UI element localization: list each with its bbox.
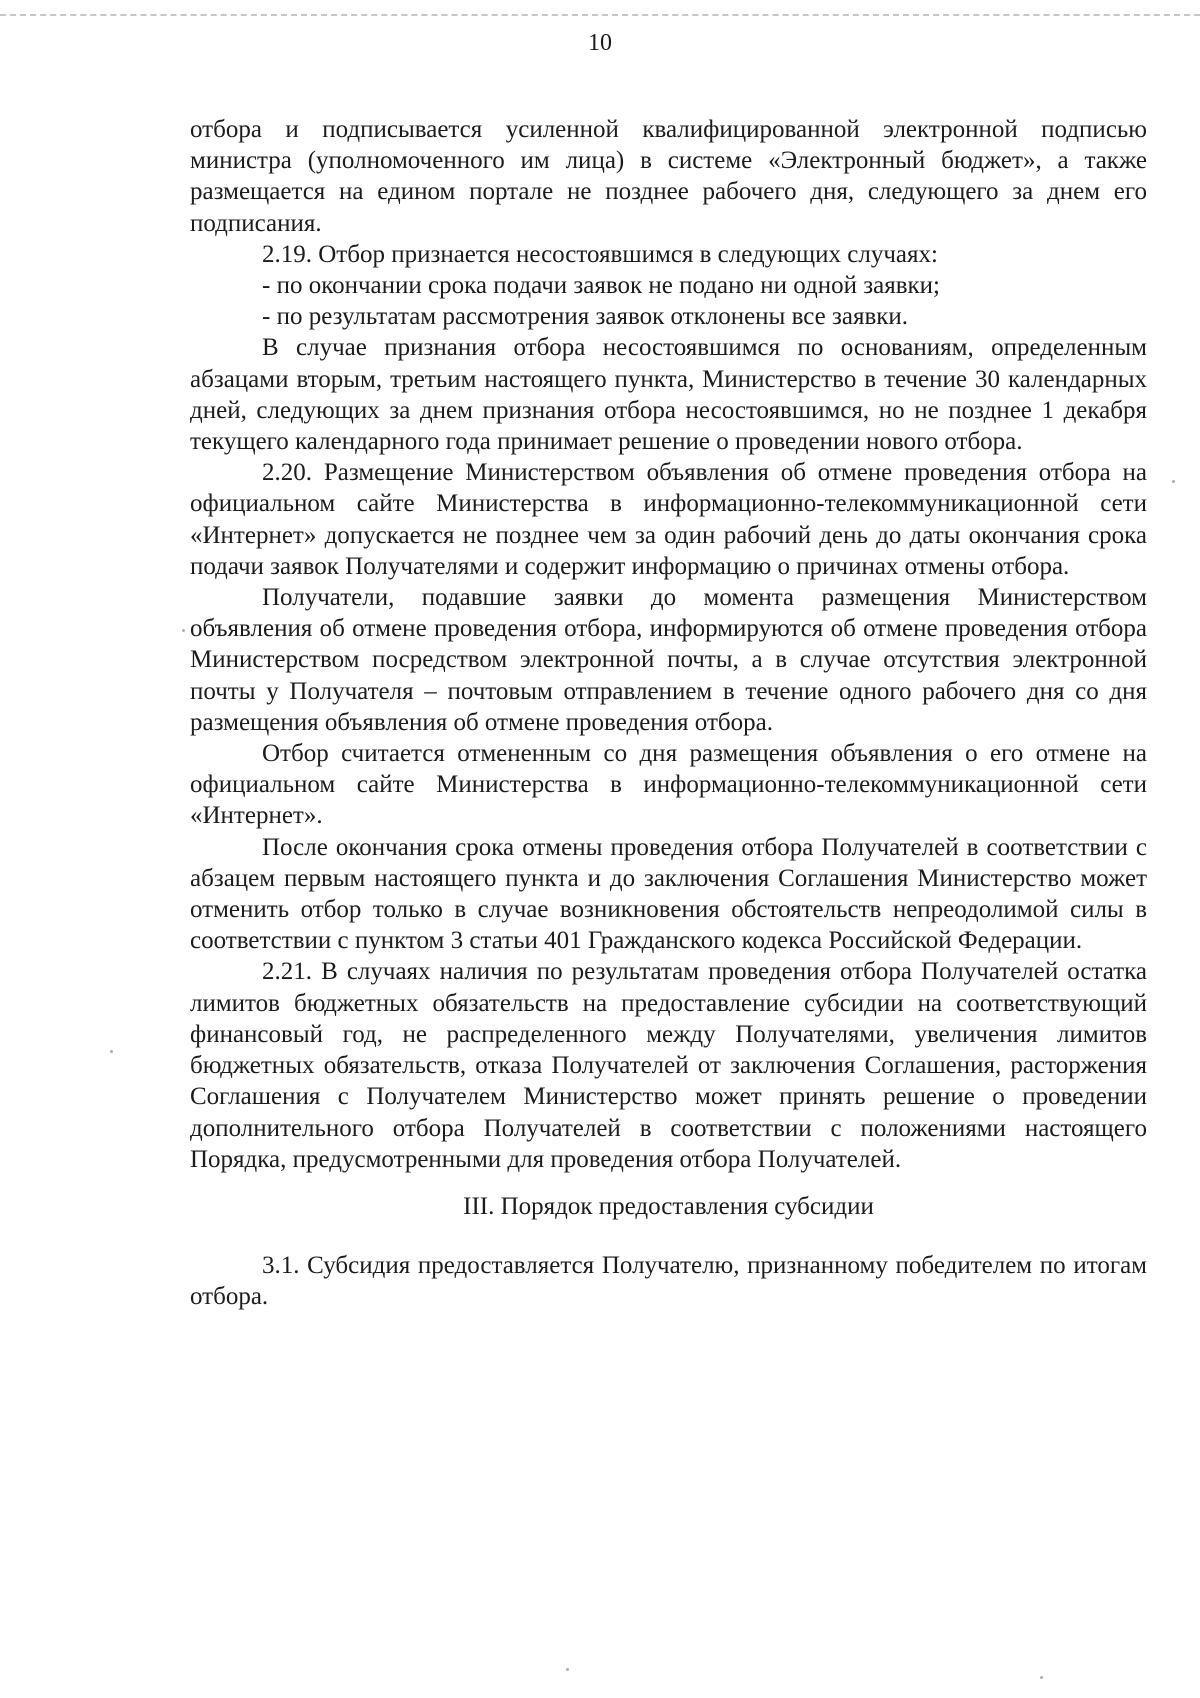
list-item-all-rejected: - по результатам рассмотрения заявок отклонены все заявки.: [262, 303, 909, 331]
paragraph-3-1: 3.1. Субсидия предоставляется Получателю, признанному победителем по итогам отбора.: [190, 1252, 1147, 1311]
scan-speck: [1172, 480, 1175, 483]
list-item-no-applications: - по окончании срока подачи заявок не подано ни одной заявки;: [262, 272, 940, 300]
document-body: [190, 114, 1147, 1313]
scan-speck: [182, 629, 185, 632]
section-heading: III. Порядок предоставления субсидии: [463, 1192, 874, 1220]
page-number: 10: [588, 30, 612, 56]
scan-speck: [1040, 1676, 1043, 1679]
paragraph-failed-selection: В случае признания отбора несостоявшимся по основаниям, определенным абзацами вторым, третьим настоящего пункта, Министерство в течение 30 календарных дней, следующих за днем признания отбора несостоявшимся, но не позднее 1 декабря текущего календарного года принимает решение о проведении нового отбора.: [190, 334, 1147, 456]
scan-speck: [566, 1668, 569, 1671]
paragraph-recipients-informed: Получатели, подавшие заявки до момента размещения Министерством объявления об отмене проведения отбора, информируются об отмене проведения отбора Министерством посредством электронной почты, а в случае отсутствия электронной почты у Получателя – почтовым отправлением в течение одного рабочего дня со дня размещения объявления об отмене проведения отбора.: [190, 584, 1147, 736]
scan-edge-line: [0, 14, 1200, 16]
paragraph-continuation: отбора и подписывается усиленной квалифицированной электронной подписью министра (уполномоченного им лица) в системе «Электронный бюджет», а также размещается на едином портале не позднее рабочего дня, следующего за днем его подписания.: [190, 116, 1147, 237]
paragraph-2-20: 2.20. Размещение Министерством объявления об отмене проведения отбора на официальном сайте Министерства в информационно-телекоммуникационной сети «Интернет» допускается не позднее чем за один рабочий день до даты окончания срока подачи заявок Получателями и содержит информацию о причинах отмены отбора.: [190, 459, 1147, 580]
paragraph-2-19: 2.19. Отбор признается несостоявшимся в следующих случаях:: [262, 240, 938, 268]
scan-speck: [110, 1050, 113, 1053]
paragraph-2-21: 2.21. В случаях наличия по результатам проведения отбора Получателей остатка лимитов бюджетных обязательств на предоставление субсидии на соответствующий финансовый год, не распределенного между Получателями, увеличения лимитов бюджетных обязательств, отказа Получателей от заключения Соглашения, расторжения Соглашения с Получателем Министерство может принять решение о проведении дополнительного отбора Получателей в соответствии с положениями настоящего Порядка, предусмотренными для проведения отбора Получателей.: [190, 958, 1147, 1173]
paragraph-force-majeure: После окончания срока отмены проведения отбора Получателей в соответствии с абзацем первым настоящего пункта и до заключения Соглашения Министерство может отменить отбор только в случае возникновения обстоятельств непреодолимой силы в соответствии с пунктом 3 статьи 401 Гражданского кодекса Российской Федерации.: [190, 833, 1147, 955]
paragraph-selection-cancelled: Отбор считается отмененным со дня размещения объявления о его отмене на официальном сайте Министерства в информационно-телекоммуникационной сети «Интернет».: [190, 740, 1147, 830]
